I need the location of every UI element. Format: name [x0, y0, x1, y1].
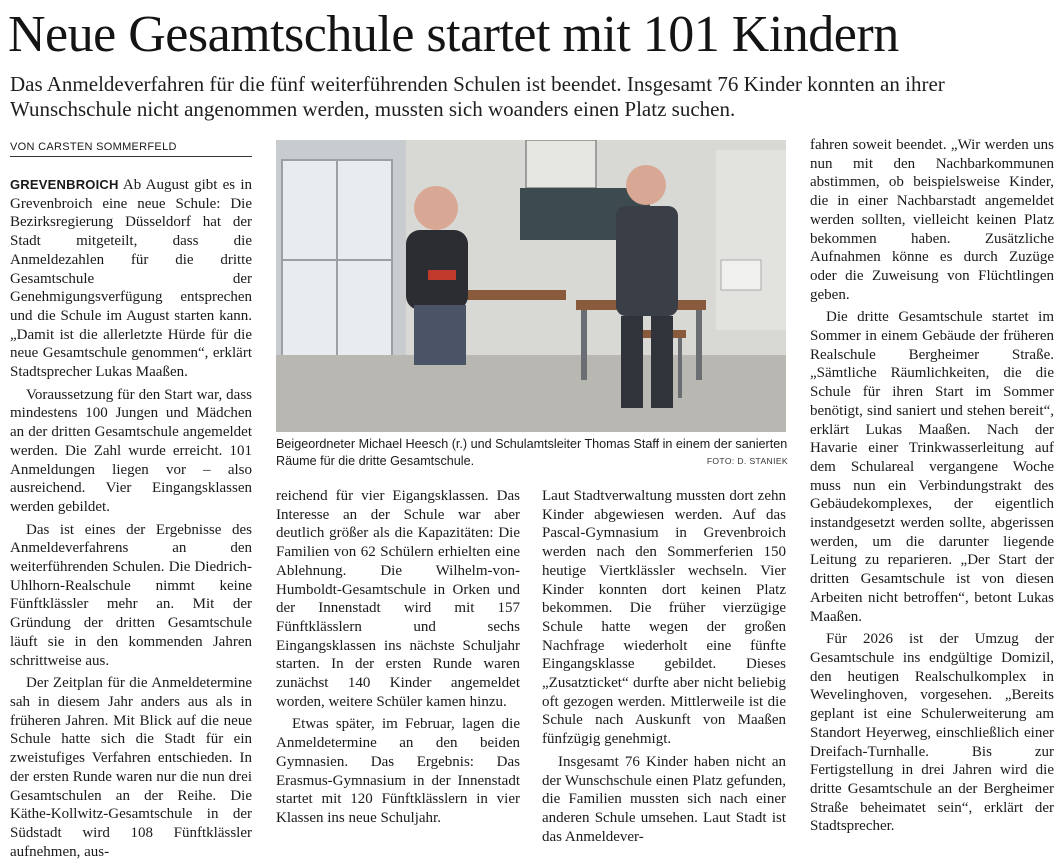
byline: VON CARSTEN SOMMERFELD: [10, 140, 252, 157]
paragraph-1-text: Ab August gibt es in Grevenbroich eine neue Schule: Die Bezirksregierung Düsseldorf hat der Stadt mitgeteilt, dass die Anmeldezahlen für die dritte Gesamtschule der Genehmigungsverfügung entsprechen und die Schule im August starten kann. „Damit ist die allerletzte Hürde für die neue Gesamtschule genommen“, erklärt Stadtsprecher Lukas Maaßen.: [10, 177, 252, 381]
paragraph-11: Für 2026 ist der Umzug der Gesamtschule ins endgültige Domizil, den heutigen Realschulkomplex in Wevelinghoven, vorgesehen. „Bereits geplant ist eine Schulerweiterung am Standort Heyerweg, einschließlich einer Dreifach-Turnhalle. Bis zur Fertigstellung in drei Jahren wird die dritte Gesamtschule an der Bergheimer Straße beheimatet sein“, erklärt der Stadtsprecher.: [810, 631, 1054, 835]
column-4: [810, 136, 1054, 836]
dateline: GREVENBROICH: [10, 177, 119, 192]
subheadline: Das Anmeldeverfahren für die fünf weiterführenden Schulen ist beendet. Insgesamt 76 Kinder konnten an ihrer Wunschschule nicht angenommen werden, mussten sich woanders einen Platz suchen.: [10, 72, 945, 121]
paragraph-2: Voraussetzung für den Start war, dass mindestens 100 Jungen und Mädchen an der dritten Gesamtschule angemeldet werden. Die Zahl wurde erreicht. 101 Anmeldungen liegen vor – also ausreichend. Vier Eingangsklassen werden gebildet.: [10, 386, 252, 515]
paragraph-7: Laut Stadtverwaltung mussten dort zehn Kinder abgewiesen werden. Auf das Pascal-Gymnasium in Grevenbroich werden nach den Sommerferien 150 heutige Viertklässler wechseln. Vier Kinder konnten dort keinen Platz bekommen. Die früher vierzügige Schule hatte wegen der großen Nachfrage wiederholt eine fünfte Eingangsklasse gebildet. Dieses „Zusatzticket“ durfte aber nicht beliebig oft gezogen werden. Mittlerweile ist die Schule nach Auskunft von Maaßen fünfzügig genehmigt.: [542, 488, 786, 748]
paragraph-6: Etwas später, im Februar, lagen die Anmeldetermine an den beiden Gymnasien. Das Ergebnis: Das Erasmus-Gymnasium in der Innenstadt startet mit 120 Fünftklässlern in vier Klassen ins neue Schuljahr.: [276, 716, 520, 826]
paragraph-4: Der Zeitplan für die Anmeldetermine sah in diesem Jahr anders aus als in früheren Jahren. Mit Blick auf die neue Schule hatte sich die Stadt für ein zweistufiges Verfahren entschieden. In der ersten Runde waren nur die nun drei Gesamtschulen an der Reihe. Die Käthe-Kollwitz-Gesamtschule in der Südstadt wird 108 Fünftklässler aufnehmen, aus-: [10, 675, 252, 860]
photo-illustration: [276, 140, 786, 432]
photo-caption-block: [276, 436, 788, 470]
photo-caption: Beigeordneter Michael Heesch (r.) und Schulamtsleiter Thomas Staff in einem der sanierten Räume für die dritte Gesamtschule.: [276, 437, 788, 468]
article-photo: [276, 140, 786, 432]
paragraph-8: Insgesamt 76 Kinder haben nicht an der Wunschschule einen Platz gefunden, die Familien mussten sich nach einer anderen Schule umsehen. Laut Stadt ist das Anmeldever-: [542, 753, 786, 845]
column-3: [542, 487, 786, 846]
paragraph-3: Das ist eines der Ergebnisse des Anmeldeverfahrens an den weiterführenden Schulen. Die Diedrich-Uhlhorn-Realschule nimmt keine Fünftklässler mehr an. Mit der Gründung der dritten Gesamtschule läuft sie in den kommenden Jahren schrittweise aus.: [10, 521, 252, 669]
paragraph-5: reichend für vier Eigangsklassen. Das Interesse an der Schule war aber deutlich größer als die Kapazitäten: Die Familien von 62 Schülern erhielten eine Ablehnung. Die Wilhelm-von-Humboldt-Gesamtschule in Orken und der Innenstadt wird mit 157 Fünftklässlern und sechs Eingangsklassen ins nächste Schuljahr starten. In der ersten Runde waren zunächst 140 Kinder angemeldet worden, weitere Schüler kamen hinzu.: [276, 488, 520, 710]
column-2: [276, 487, 520, 828]
photo-credit: FOTO: D. STANIEK: [706, 456, 788, 466]
paragraph-1: [10, 176, 252, 382]
column-1: [10, 176, 252, 861]
headline: Neue Gesamtschule startet mit 101 Kindern: [8, 6, 899, 63]
paragraph-9: fahren soweit beendet. „Wir werden uns nun mit den Nachbarkommunen abstimmen, ob beispielsweise Kinder, die in einer Nachbarstadt angemeldet werden sollten, vielleicht keinen Platz bekommen haben. Zusätzliche Aufnahmen könne es durch Zuzüge oder die Zuweisung von Flüchtlingen geben.: [810, 137, 1054, 303]
paragraph-10: Die dritte Gesamtschule startet im Sommer in einem Gebäude der früheren Realschule Bergheimer Straße. „Sämtliche Räumlichkeiten, die die Schule für ihren Start im Sommer benötigt, sind saniert und stehen bereit“, erklärt Lukas Maaßen. Nach der Havarie einer Trinkwasserleitung auf dem Schulareal vergangene Woche muss nun ein Verbindungstrakt des Gebäudekomplexes, der eigentlich instandgesetzt werden sollte, abgerissen werden, um die darunter liegende Leitung zu reparieren. „Der Start der dritten Gesamtschule ist von diesen Arbeiten nicht betroffen“, betont Lukas Maaßen.: [810, 309, 1054, 625]
